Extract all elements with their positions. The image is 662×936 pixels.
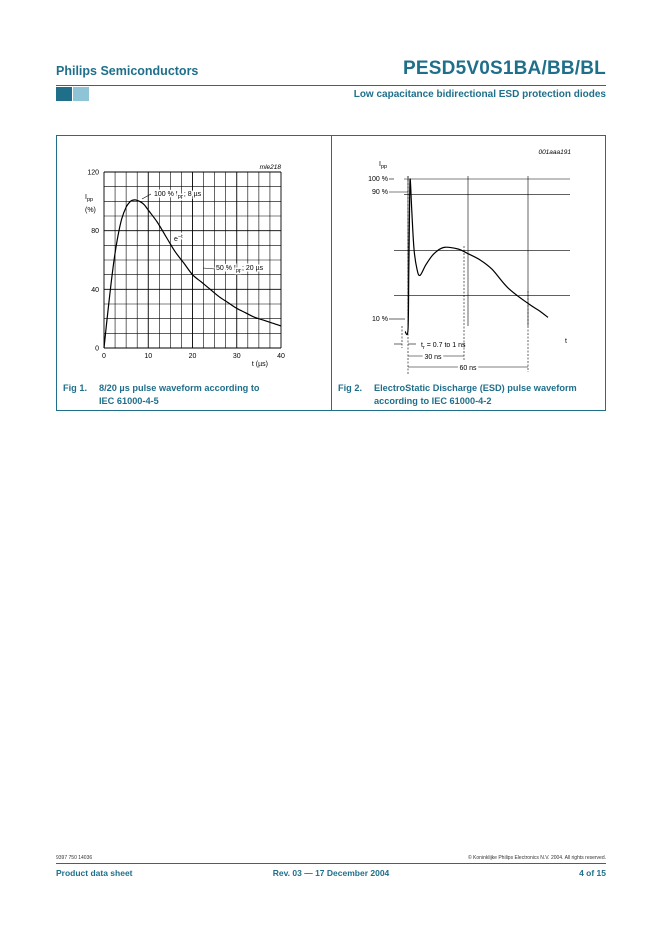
figure1-xlabel: t (µs) bbox=[251, 361, 268, 368]
figure2-grid bbox=[394, 176, 570, 326]
figure1-annot-decay: $e^{-t}$ bbox=[174, 234, 183, 243]
figure2-ylabel: $I_{pp}$ bbox=[379, 161, 388, 170]
figure1-annot-half: 50 % $I_{pp}$; 20 µs bbox=[216, 265, 264, 274]
figure1-caption bbox=[63, 382, 260, 407]
figure1-ylabel-unit: (%) bbox=[85, 207, 96, 214]
figure1-code: mle218 bbox=[259, 164, 281, 171]
figure2-code: 001aaa191 bbox=[538, 149, 571, 156]
figure2-chart bbox=[332, 136, 604, 376]
figure2-y-ticks bbox=[368, 176, 408, 323]
figure1-ytick-label: 80 bbox=[91, 228, 99, 236]
figure1-caption-line1: 8/20 µs pulse waveform according to bbox=[99, 383, 260, 393]
header-rule bbox=[56, 85, 606, 86]
figure2-caption bbox=[338, 382, 577, 407]
figure2-caption-line1: ElectroStatic Discharge (ESD) pulse waveform bbox=[374, 383, 577, 393]
figure1-ytick-label: 40 bbox=[91, 286, 99, 294]
company-name: Philips Semiconductors bbox=[56, 64, 199, 78]
footer-doc-type: Product data sheet bbox=[56, 868, 133, 878]
footer-rule bbox=[56, 863, 606, 864]
footer-page-number: 4 of 15 bbox=[579, 868, 606, 878]
figure2-ytick-100: 100 % bbox=[368, 176, 388, 183]
figure2-30ns-label: 30 ns bbox=[424, 354, 442, 361]
figure2-ytick-10: 10 % bbox=[372, 316, 388, 323]
figure1-annot-peak-leader bbox=[142, 194, 151, 199]
figure1-annot-half-leader bbox=[203, 268, 215, 269]
figure1-chart bbox=[57, 136, 332, 376]
figure1-xtick-label: 30 bbox=[232, 353, 241, 360]
figure1-xtick-label: 0 bbox=[102, 353, 106, 360]
figure1-caption-line2: IEC 61000-4-5 bbox=[99, 395, 159, 406]
figure1-ytick-label: 120 bbox=[87, 169, 99, 177]
figure2-caption-number: Fig 2. bbox=[338, 383, 362, 393]
figure1-xtick-label: 10 bbox=[144, 353, 153, 360]
document-code: 9397 750 14036 bbox=[56, 855, 93, 861]
figure2-curve bbox=[405, 179, 548, 335]
figure2-60ns-label: 60 ns bbox=[459, 365, 477, 372]
figure1-ytick-label: 0 bbox=[95, 345, 99, 353]
footer-revision: Rev. 03 — 17 December 2004 bbox=[272, 868, 390, 878]
brand-square-dark bbox=[56, 87, 72, 101]
figure1-caption-number: Fig 1. bbox=[63, 383, 87, 393]
brand-square-light bbox=[73, 87, 89, 101]
figure1-xtick-label: 40 bbox=[277, 353, 285, 360]
figure2-ytick-90: 90 % bbox=[372, 189, 388, 196]
figure1-xtick-label: 20 bbox=[188, 353, 197, 360]
document-subtitle: Low capacitance bidirectional ESD protection diodes bbox=[353, 89, 606, 100]
figure1-grid bbox=[104, 172, 281, 348]
figure1-annot-peak: 100 % $I_{pp}$; 8 µs bbox=[154, 191, 202, 200]
figure1-x-ticks bbox=[102, 353, 285, 360]
figure2-tr-label: $t_r = 0.7$ to 1 ns bbox=[421, 342, 466, 351]
part-number: PESD5V0S1BA/BB/BL bbox=[403, 58, 606, 79]
figure2-xlabel: t bbox=[565, 338, 567, 345]
figure2-caption-line2: according to IEC 61000-4-2 bbox=[374, 395, 492, 406]
copyright-notice: © Koninklijke Philips Electronics N.V. 2004. All rights reserved. bbox=[467, 855, 606, 861]
figure1-ylabel: $I_{pp}$ bbox=[85, 194, 94, 203]
